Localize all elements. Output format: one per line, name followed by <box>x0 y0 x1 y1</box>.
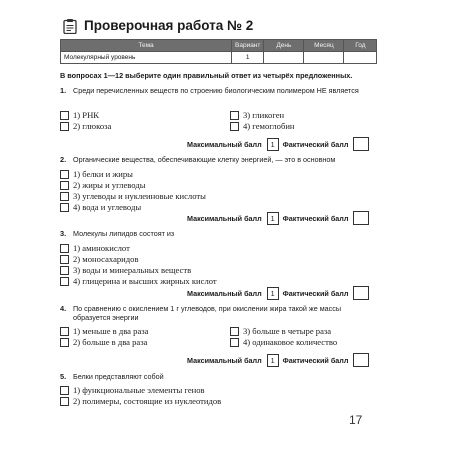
page-number: 17 <box>349 413 363 427</box>
answer-checkbox[interactable] <box>230 327 239 336</box>
q2-option-1[interactable]: 1) белки и жиры <box>60 169 133 179</box>
q3-option-1[interactable]: 1) аминокислот <box>60 243 130 253</box>
actual-score-label: Фактический балл <box>282 139 349 149</box>
q1-option-4[interactable]: 4) гемоглобин <box>230 121 295 131</box>
answer-checkbox[interactable] <box>60 327 69 336</box>
day-field[interactable] <box>264 52 304 64</box>
actual-score-field[interactable] <box>353 353 369 367</box>
answer-checkbox[interactable] <box>60 192 69 201</box>
q1-score-row <box>187 137 369 151</box>
info-table-header <box>61 40 377 52</box>
actual-score-field[interactable] <box>353 211 369 225</box>
answer-checkbox[interactable] <box>60 266 69 275</box>
q5-option-2[interactable]: 2) полимеры, состоящие из нуклеотидов <box>60 396 221 406</box>
max-score-label: Максимальный балл <box>187 288 262 298</box>
col-variant: Вариант <box>232 40 264 52</box>
q4-option-1[interactable]: 1) меньше в два раза <box>60 326 148 336</box>
answer-checkbox[interactable] <box>60 170 69 179</box>
actual-score-field[interactable] <box>353 137 369 151</box>
q3-score-row <box>187 286 369 300</box>
year-field[interactable] <box>344 52 377 64</box>
question-text: Молекулы липидов состоят из <box>73 229 175 238</box>
q1-option-2[interactable]: 2) глюкоза <box>60 121 111 131</box>
answer-checkbox[interactable] <box>60 277 69 286</box>
question-number: 2. <box>60 155 67 164</box>
max-score-label: Максимальный балл <box>187 355 262 365</box>
answer-checkbox[interactable] <box>60 338 69 347</box>
page-title: Проверочная работа № 2 <box>84 18 254 33</box>
answer-checkbox[interactable] <box>230 338 239 347</box>
info-table-row <box>61 52 377 64</box>
max-score-value: 1 <box>267 287 279 300</box>
q4-option-2[interactable]: 2) больше в два раза <box>60 337 147 347</box>
answer-checkbox[interactable] <box>230 122 239 131</box>
q4-option-3[interactable]: 3) больше в четыре раза <box>230 326 331 336</box>
q4-option-4[interactable]: 4) одинаковое количество <box>230 337 337 347</box>
max-score-label: Максимальный балл <box>187 213 262 223</box>
q3-option-3[interactable]: 3) воды и минеральных веществ <box>60 265 191 275</box>
col-month: Месяц <box>304 40 344 52</box>
actual-score-label: Фактический балл <box>282 355 349 365</box>
question-number: 1. <box>60 86 67 95</box>
actual-score-label: Фактический балл <box>282 288 349 298</box>
col-topic: Тема <box>61 40 232 52</box>
max-score-label: Максимальный балл <box>187 139 262 149</box>
actual-score-field[interactable] <box>353 286 369 300</box>
col-day: День <box>264 40 304 52</box>
q1-option-3[interactable]: 3) гликоген <box>230 110 284 120</box>
question-number: 4. <box>60 304 67 313</box>
question-text: По сравнению с окислением 1 г углеводов, при окислении жира такой же массы образуется энергии <box>73 304 341 322</box>
question-text: Среди перечисленных веществ по строению биологическим полимером НЕ является <box>73 86 359 95</box>
q3-option-4[interactable]: 4) глицерина и высших жирных кислот <box>60 276 217 286</box>
variant-value: 1 <box>232 52 264 64</box>
question-text: Органические вещества, обеспечивающие клетку энергией, — это в основном <box>73 155 336 164</box>
q2-option-3[interactable]: 3) углеводы и нуклеиновые кислоты <box>60 191 206 201</box>
q2-score-row <box>187 211 369 225</box>
q3-option-2[interactable]: 2) моносахаридов <box>60 254 139 264</box>
max-score-value: 1 <box>267 354 279 367</box>
question-number: 5. <box>60 372 67 381</box>
q1-option-1[interactable]: 1) РНК <box>60 110 99 120</box>
col-year: Год <box>344 40 377 52</box>
max-score-value: 1 <box>267 138 279 151</box>
answer-checkbox[interactable] <box>60 255 69 264</box>
answer-checkbox[interactable] <box>60 181 69 190</box>
answer-checkbox[interactable] <box>60 244 69 253</box>
answer-checkbox[interactable] <box>60 111 69 120</box>
q2-option-4[interactable]: 4) вода и углеводы <box>60 202 141 212</box>
question-text: Белки представляют собой <box>73 372 164 381</box>
answer-checkbox[interactable] <box>230 111 239 120</box>
question-number: 3. <box>60 229 67 238</box>
answer-checkbox[interactable] <box>60 203 69 212</box>
answer-checkbox[interactable] <box>60 386 69 395</box>
q2-option-2[interactable]: 2) жиры и углеводы <box>60 180 146 190</box>
q5-option-1[interactable]: 1) функциональные элементы генов <box>60 385 205 395</box>
answer-checkbox[interactable] <box>60 397 69 406</box>
clipboard-check-icon <box>62 18 78 34</box>
max-score-value: 1 <box>267 212 279 225</box>
month-field[interactable] <box>304 52 344 64</box>
topic-value: Молекулярный уровень <box>61 52 232 64</box>
answer-checkbox[interactable] <box>60 122 69 131</box>
actual-score-label: Фактический балл <box>282 213 349 223</box>
instructions: В вопросах 1—12 выберите один правильный ответ из четырёх предложенных. <box>60 71 353 80</box>
info-table <box>60 39 377 64</box>
q4-score-row <box>187 353 369 367</box>
